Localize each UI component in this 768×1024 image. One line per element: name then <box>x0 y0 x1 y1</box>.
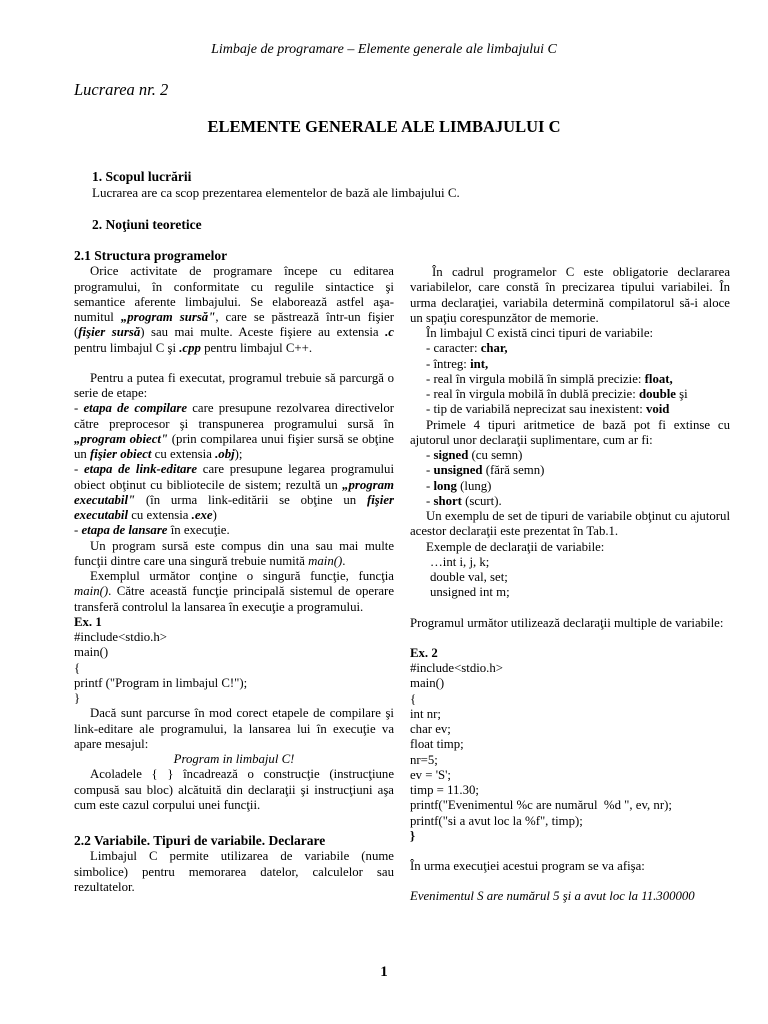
paragraph: Limbajul C permite utilizarea de variabile (nume simbolice) pentru memorarea datelor, calculelor sau rezultatelor. <box>74 849 394 894</box>
section-2-2-heading: 2.2 Variabile. Tipuri de variabile. Declarare <box>74 833 326 848</box>
paragraph: Un program sursă este compus din una sau mai multe funcţii dintre care una singură trebuie numită main(). <box>74 538 394 568</box>
list-item: - etapa de link-editare care presupune legarea programului obiect obţinut cu bibliotecile de sistem; rezultă un „program executabil" (în urma link-editării se obţine un fişier executabil cu extensia .exe) <box>74 462 395 522</box>
paragraph: În limbajul C există cinci tipuri de variabile: <box>426 326 654 340</box>
left-column <box>74 248 394 895</box>
section-2-heading: 2. Noţiuni teoretice <box>92 217 202 232</box>
paragraph: Programul următor utilizează declaraţii multiple de variabile: <box>410 615 724 630</box>
paragraph: Orice activitate de programare începe cu editarea programului, în conformitate cu regulile sintactice şi semantice aferente limbajului. Se elaborează astfel aşa-numitul „program sursă", care se păstrează într-un fişier (fişier sursă) sau mai multe. Aceste fişiere au extensia .c pentru limbajul C şi .cpp pentru limbajul C++. <box>74 264 394 355</box>
code-line: printf("Evenimentul %c are numărul %d ", ev, nr); <box>410 798 672 813</box>
code-line: nr=5; <box>410 752 438 767</box>
list-item: - tip de variabilă neprecizat sau inexistent: void <box>426 402 670 417</box>
example-2-code <box>410 661 730 844</box>
code-line: main() <box>410 676 445 691</box>
code-line: int nr; <box>410 706 441 721</box>
example-1-code <box>74 630 394 706</box>
code-line: } <box>410 828 416 843</box>
paragraph: În urma execuţiei acestui program se va afişa: <box>410 859 645 873</box>
section-2-1-heading: 2.1 Structura programelor <box>74 248 228 263</box>
types-list <box>410 341 730 417</box>
code-line: float timp; <box>410 737 464 752</box>
list-item: - întreg: int, <box>426 356 489 371</box>
code-line: printf ("Program in limbajul C!"); <box>74 675 248 690</box>
section-1-heading: 1. Scopul lucrării <box>92 169 192 184</box>
lab-label: Lucrarea nr. 2 <box>74 80 169 99</box>
list-item: - unsigned (fără semn) <box>426 463 545 478</box>
right-column <box>410 265 730 905</box>
paragraph: În cadrul programelor C este obligatorie declararea variabilelor, care constă în precizarea tipului variabilei. În urma declaraţiei, variabila determină compilatorul să-i aloce un spaţiu corespunzător de memorie. <box>410 265 730 325</box>
modifiers-list <box>410 448 730 509</box>
list-item: - etapa de lansare în execuţie. <box>74 523 230 538</box>
code-line: printf("si a avut loc la %f", timp); <box>410 813 583 828</box>
paragraph: Exemple de declaraţii de variabile: <box>426 539 605 554</box>
output-message: Program in limbajul C! <box>173 752 295 766</box>
paragraph: Primele 4 tipuri aritmetice de bază pot fi extinse cu ajutorul unor declaraţii suplimentare, cum ar fi: <box>410 417 730 447</box>
code-line: ev = 'S'; <box>410 767 451 782</box>
code-line: { <box>410 691 417 706</box>
list-item: - signed (cu semn) <box>426 448 523 462</box>
code-line: main() <box>74 645 109 660</box>
code-line: unsigned int m; <box>430 585 510 600</box>
list-item: - real în virgula mobilă în dublă precizie: double şi <box>426 387 688 401</box>
code-line: timp = 11.30; <box>410 783 479 797</box>
code-line: #include<stdio.h> <box>74 630 167 644</box>
code-line: } <box>74 691 81 705</box>
code-line: { <box>74 660 81 675</box>
code-line: #include<stdio.h> <box>410 661 503 675</box>
list-item: - long (lung) <box>426 478 492 493</box>
page-number: 1 <box>380 964 388 980</box>
paragraph: Acoladele { } încadrează o construcţie (instrucţiune compusă sau bloc) alcătuită din declaraţii şi instrucţiuni aşa cum este cazul corpului unei funcţii. <box>74 767 394 812</box>
example-1-label: Ex. 1 <box>74 614 102 629</box>
running-header: Limbaje de programare – Elemente generale ale limbajului C <box>211 42 557 57</box>
list-item: - short (scurt). <box>426 493 502 508</box>
document-title: ELEMENTE GENERALE ALE LIMBAJULUI C <box>207 117 561 136</box>
code-line: …int i, j, k; <box>430 554 490 569</box>
paragraph: Un exemplu de set de tipuri de variabile obţinut cu ajutorul acestor declaraţii este prezentat în Tab.1. <box>410 509 730 539</box>
program-output: Evenimentul S are numărul 5 şi a avut loc la 11.300000 <box>410 889 695 904</box>
paragraph: Dacă sunt parcurse în mod corect etapele de compilare şi link-editare ale programului, la lansarea lui în execuţie va apare mesajul: <box>74 706 394 751</box>
list-item: - real în virgula mobilă în simplă precizie: float, <box>426 371 673 386</box>
code-line: char ev; <box>410 722 451 736</box>
paragraph: Pentru a putea fi executat, programul trebuie să parcurgă o serie de etape: <box>74 370 394 400</box>
declarations-list <box>410 555 730 601</box>
list-item: - etapa de compilare care presupune rezolvarea directivelor către preprocesor şi transpunerea programului sursă în „program obiect" (prin compilarea unui fişier sursă se obţine un fişier obiect cu extensia .obj); <box>74 401 394 461</box>
paragraph: Exemplul următor conţine o singură funcţie, funcţia main(). Către această funcţie principală sistemul de operare transferă controlul la lansarea în execuţie a programului. <box>74 569 394 614</box>
code-line: double val, set; <box>430 570 508 584</box>
example-2-label: Ex. 2 <box>410 645 438 660</box>
list-item: - caracter: char, <box>426 341 508 356</box>
section-1-text: Lucrarea are ca scop prezentarea elementelor de bază ale limbajului C. <box>92 185 460 200</box>
